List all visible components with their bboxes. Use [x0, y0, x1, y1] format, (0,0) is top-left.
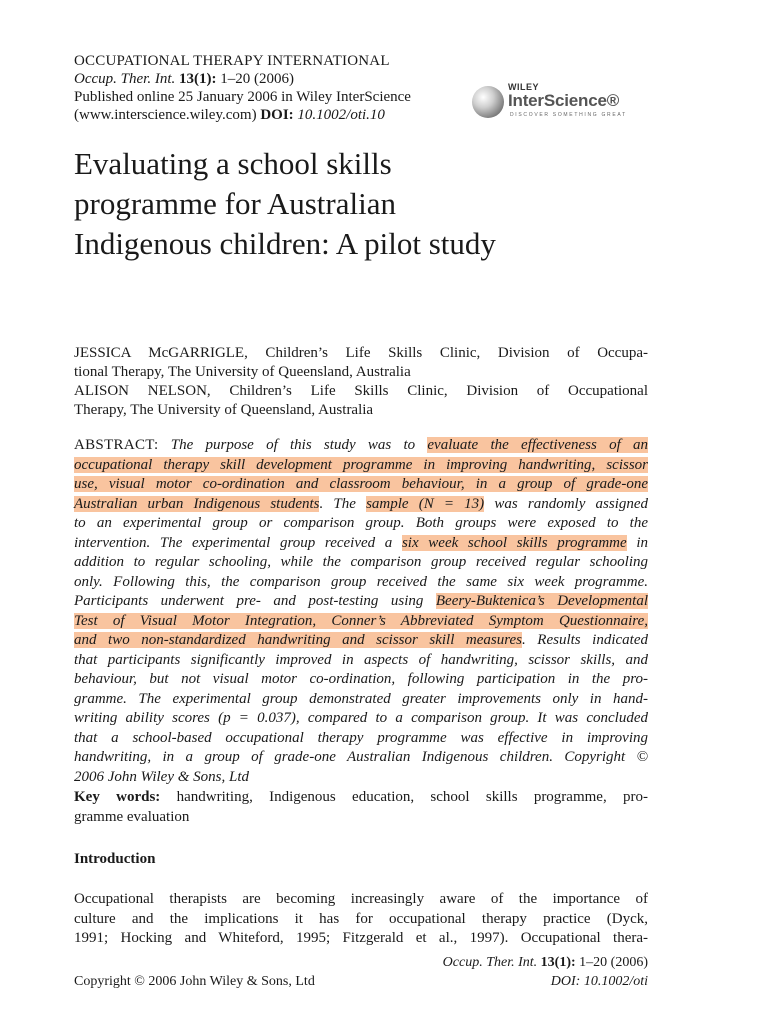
- title-line: Indigenous children: A pilot study: [74, 226, 496, 261]
- abstract-line: only. Following this, the comparison group received the same six week programme.: [74, 573, 648, 590]
- section-heading-introduction: Introduction: [74, 851, 156, 867]
- wiley-interscience-logo: [472, 82, 652, 126]
- abstract-line: [74, 592, 648, 612]
- globe-icon: [472, 86, 504, 118]
- title-line: programme for Australian: [74, 186, 396, 221]
- abstract-line: that a school-based occupational therapy programme was effective in improving: [74, 729, 648, 746]
- doi-label: DOI:: [260, 107, 294, 123]
- author-line: JESSICA McGARRIGLE, Children’s Life Skills Clinic, Division of Occupa-: [74, 345, 648, 361]
- logo-brand: InterScience®: [508, 91, 620, 110]
- abstract-line: gramme. The experimental group demonstrated greater improvements only in hand-: [74, 690, 648, 707]
- journal-citation: [74, 70, 474, 88]
- abstract-text: was randomly assigned: [494, 495, 649, 512]
- abstract-line: [74, 631, 648, 651]
- footer-copyright: Copyright © 2006 John Wiley & Sons, Ltd: [74, 974, 315, 989]
- highlight: sample (N = 13): [366, 495, 485, 512]
- website-doi-line: [74, 106, 474, 124]
- abstract-line: handwriting, in a group of grade-one Australian Indigenous children. Copyright ©: [74, 749, 648, 765]
- highlight: occupational therapy skill development programme in improving handwriting, scissor: [74, 456, 648, 473]
- highlight: six week school skills programme: [401, 534, 627, 551]
- abstract-line: [74, 495, 648, 515]
- abstract: [74, 436, 648, 787]
- article-page: [74, 0, 648, 1024]
- abstract-line: [74, 436, 648, 456]
- journal-header: [74, 52, 474, 124]
- body-line: culture and the implications it has for occupational therapy practice (Dyck,: [74, 910, 648, 927]
- article-title: [74, 144, 648, 264]
- keywords-line: gramme evaluation: [74, 808, 190, 825]
- highlight: Test of Visual Motor Integration, Conner’s Abbreviated Symptom Questionnaire,: [74, 612, 648, 629]
- abstract-text: intervention. The experimental group received a: [74, 534, 393, 551]
- abstract-line: [74, 475, 648, 495]
- abstract-line: [74, 612, 648, 632]
- footer-citation-line: [74, 953, 648, 972]
- footer-citation-pages: 1–20 (2006): [579, 955, 648, 970]
- abstract-label: ABSTRACT:: [74, 437, 159, 453]
- abstract-line: [74, 534, 648, 554]
- website-link[interactable]: (www.interscience.wiley.com): [74, 107, 257, 123]
- keywords-line: [74, 788, 648, 808]
- abstract-line: writing ability scores (p = 0.037), compared to a comparison group. It was concluded: [74, 710, 648, 726]
- abstract-text: The purpose of this study was to: [170, 437, 416, 453]
- author-line: tional Therapy, The University of Queensland, Australia: [74, 364, 411, 380]
- abstract-line: addition to regular schooling, while the comparison group received regular schooling: [74, 554, 648, 570]
- body-line: Occupational therapists are becoming increasingly aware of the importance of: [74, 891, 648, 907]
- highlight: and two non-standardized handwriting and scissor skill measures: [74, 632, 523, 648]
- abstract-line: that participants significantly improved in aspects of handwriting, scissor skills, and: [74, 651, 648, 668]
- highlight: use, visual motor co-ordination and classroom behaviour, in a group of grade-one: [74, 476, 648, 492]
- abstract-text: in: [636, 534, 648, 551]
- keywords: [74, 788, 648, 827]
- author-line: ALISON NELSON, Children’s Life Skills Clinic, Division of Occupational: [74, 383, 648, 399]
- title-line: Evaluating a school skills: [74, 146, 392, 181]
- abstract-line: 2006 John Wiley & Sons, Ltd: [74, 768, 249, 785]
- citation-volume: 13(1):: [179, 71, 217, 87]
- published-line: Published online 25 January 2006 in Wiley InterScience: [74, 89, 411, 105]
- author-entry: [74, 382, 648, 420]
- logo-tagline: DISCOVER SOMETHING GREAT: [510, 112, 627, 118]
- abstract-line: behaviour, but not visual motor co-ordination, following participation in the pro-: [74, 671, 648, 687]
- highlight: evaluate the effectiveness of an: [427, 437, 649, 453]
- author-line: Therapy, The University of Queensland, Australia: [74, 402, 374, 418]
- citation-pages: 1–20 (2006): [220, 71, 294, 87]
- doi-link[interactable]: 10.1002/oti.10: [297, 107, 385, 123]
- abstract-text: . The: [319, 495, 356, 512]
- footer-doi-text: DOI: 10.1002/oti: [550, 974, 648, 989]
- keywords-text: handwriting, Indigenous education, school skills programme, pro-: [176, 789, 648, 805]
- highlight: Beery-Buktenica’s Developmental: [435, 593, 649, 609]
- introduction-body: [74, 890, 648, 949]
- logo-wiley: WILEY: [508, 82, 539, 92]
- body-line: 1991; Hocking and Whiteford, 1995; Fitzgerald et al., 1997). Occupational thera-: [74, 930, 648, 946]
- abstract-text: Participants underwent pre- and post-testing using: [74, 593, 424, 609]
- abstract-text: . Results indicated: [522, 632, 648, 648]
- author-list: [74, 344, 648, 420]
- highlight: Australian urban Indigenous students: [74, 495, 320, 512]
- author-entry: [74, 344, 648, 382]
- citation-abbrev: Occup. Ther. Int.: [74, 71, 176, 87]
- journal-name: OCCUPATIONAL THERAPY INTERNATIONAL: [74, 53, 390, 69]
- abstract-line: to an experimental group or comparison group. Both groups were exposed to the: [74, 515, 648, 531]
- abstract-line: [74, 456, 648, 476]
- footer-citation-volume: 13(1):: [540, 955, 576, 970]
- keywords-label: Key words:: [74, 789, 161, 805]
- footer-citation-abbrev: Occup. Ther. Int.: [442, 955, 538, 970]
